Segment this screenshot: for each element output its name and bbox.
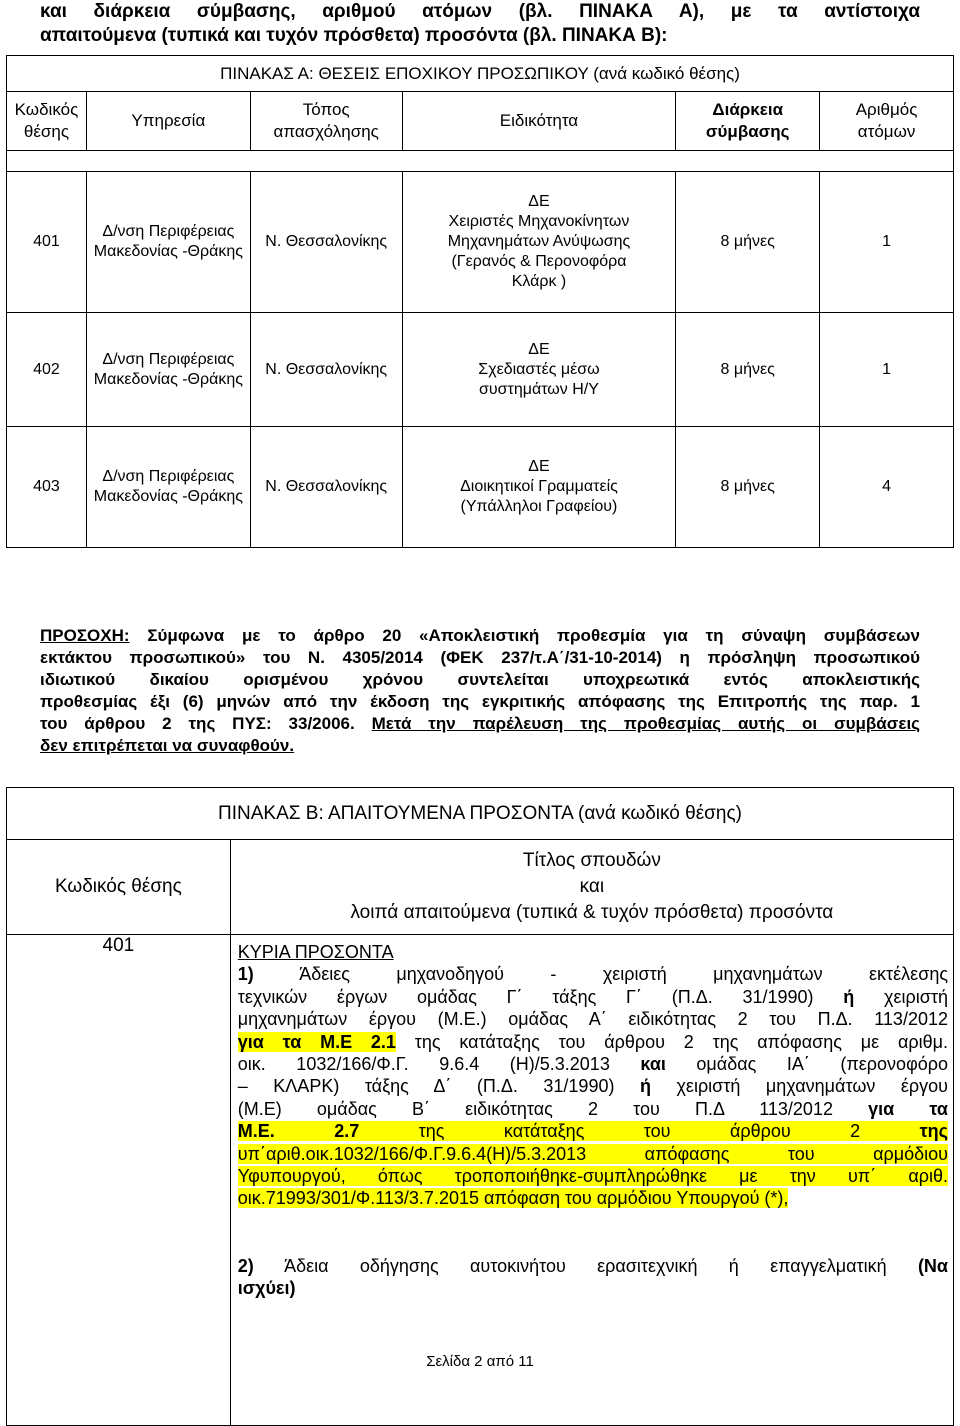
highlighted-text: Μ.Ε. 2.7 xyxy=(237,1121,360,1142)
row-location: Ν. Θεσσαλονίκης xyxy=(250,313,402,427)
row-duration: 8 μήνες xyxy=(676,427,820,548)
row-specialty: ΔΕ Σχεδιαστές μέσω συστημάτων Η/Υ xyxy=(402,313,676,427)
row-specialty: ΔΕ Διοικητικοί Γραμματείς (Υπάλληλοι Γραφείου) xyxy=(402,427,676,548)
row-count: 4 xyxy=(820,427,954,548)
row-duration: 8 μήνες xyxy=(676,172,820,313)
notice-text: ιδιωτικού δικαίου ορισμένου χρόνου συντελείται υποχρεωτικά εντός αποκλειστικής xyxy=(40,670,920,689)
header-service: Υπηρεσία xyxy=(86,92,250,151)
notice-warning: Μετά την παρέλευση της προθεσμίας αυτής οι συμβάσεις xyxy=(371,714,921,733)
highlighted-text: της xyxy=(919,1121,948,1142)
row-code: 401 xyxy=(7,935,231,1426)
row-specialty: ΔΕ Χειριστές Μηχανοκίνητων Μηχανημάτων Ανύψωσης (Γερανός & Περονοφόρα Κλάρκ ) xyxy=(402,172,676,313)
highlighted-text: υπ΄αριθ.οικ.1032/166/Φ.Γ.9.6.4(Η)/5.3.2013 απόφασης του αρμόδιου xyxy=(237,1143,948,1164)
main-qualifications-heading: ΚΥΡΙΑ ΠΡΟΣΟΝΤΑ xyxy=(237,942,394,962)
highlighted-text: οικ.71993/301/Φ.113/3.7.2015 απόφαση του αρμόδιου Υπουργού (*), xyxy=(237,1188,789,1209)
row-count: 1 xyxy=(820,172,954,313)
table-a-header-row xyxy=(7,92,954,151)
intro-line: απαιτούμενα (τυπικά και τυχόν πρόσθετα) προσόντα (βλ. ΠΙΝΑΚΑ Β): xyxy=(40,25,668,46)
header-qualifications: Τίτλος σπουδών και λοιπά απαιτούμενα (τυπικά & τυχόν πρόσθετα) προσόντα xyxy=(230,840,953,935)
notice-text: του άρθρου 2 της ΠΥΣ: 33/2006. xyxy=(40,714,372,733)
row-code: 403 xyxy=(7,427,87,548)
intro-paragraph xyxy=(40,0,920,48)
page-number: Σελίδα 2 από 11 xyxy=(426,1353,534,1370)
highlighted-text: για τα Μ.Ε 2.1 xyxy=(237,1031,396,1052)
header-code: Κωδικός θέσης xyxy=(7,840,231,935)
header-duration: Διάρκεια σύμβασης xyxy=(676,92,820,151)
positions-table xyxy=(6,55,954,548)
notice-paragraph xyxy=(40,625,920,757)
table-row xyxy=(7,935,954,1426)
header-location: Τόπος απασχόλησης xyxy=(250,92,402,151)
row-count: 1 xyxy=(820,313,954,427)
row-service: Δ/νση Περιφέρειας Μακεδονίας -Θράκης xyxy=(86,313,250,427)
intro-line: και διάρκεια σύμβασης, αριθμού ατόμων (βλ. ΠΙΝΑΚΑ Α), με τα αντίστοιχα xyxy=(40,1,920,22)
table-a-title: ΠΙΝΑΚΑΣ Α: ΘΕΣΕΙΣ ΕΠΟΧΙΚΟΥ ΠΡΟΣΩΠΙΚΟΥ (ανά κωδικό θέσης) xyxy=(7,56,954,92)
row-code: 401 xyxy=(7,172,87,313)
row-qualifications: ΚΥΡΙΑ ΠΡΟΣΟΝΤΑ 1) Άδειες μηχανοδηγού - χειριστή μηχανημάτων εκτέλεσης τεχνικών έργων ομάδας Γ΄ τάξης Γ΄ (Π.Δ. 31/1990) ή χειριστή μηχανημάτων έργου (Μ.Ε.) ομάδας Α΄ ειδικότητας 2 του Π.Δ. 113/2012 για τα Μ.Ε 2.1 της κατάταξης του άρθρου 2 της απόφασης με αριθμ. οικ. 1032/166/Φ.Γ. 9.6.4 (Η)/5.3.2013 και ομάδας ΙΑ΄ (περονοφόρο – ΚΛΑΡΚ) τάξης Δ΄ (Π.Δ. 31/1990) ή χειριστή μηχανημάτων έργου (Μ.Ε) ομάδας Β΄ ειδικότητας 2 του Π.Δ 113/2012 για τα Μ.Ε. 2.7 της κατάταξης του άρθρου 2 της υπ΄αριθ.οικ.1032/166/Φ.Γ.9.6.4(Η)/5.3.2013 απόφασης του αρμόδιου Υφυπουργού, όπως τροποποιήθηκε-συμπληρώθηκε με την υπ΄ αριθ. οικ.71993/301/Φ.113/3.7.2015 απόφαση του αρμόδιου Υπουργού (*), 2) Άδεια οδήγησης αυτοκινήτου ερασιτεχνική ή επαγγελματική (Να ισχύει) xyxy=(230,935,953,1426)
notice-text: Σύμφωνα με το άρθρο 20 «Αποκλειστική προθεσμία για τη σύναψη συμβάσεων xyxy=(129,626,920,645)
header-code: Κωδικός θέσης xyxy=(7,92,87,151)
row-code: 402 xyxy=(7,313,87,427)
table-row xyxy=(7,313,954,427)
row-duration: 8 μήνες xyxy=(676,313,820,427)
notice-label: ΠΡΟΣΟΧΗ: xyxy=(40,626,130,645)
row-location: Ν. Θεσσαλονίκης xyxy=(250,172,402,313)
header-count: Αριθμός ατόμων xyxy=(820,92,954,151)
table-spacer xyxy=(7,151,954,172)
table-b-title: ΠΙΝΑΚΑΣ Β: ΑΠΑΙΤΟΥΜΕΝΑ ΠΡΟΣΟΝΤΑ (ανά κωδικό θέσης) xyxy=(7,788,954,840)
row-service: Δ/νση Περιφέρειας Μακεδονίας -Θράκης xyxy=(86,172,250,313)
table-row xyxy=(7,427,954,548)
notice-text: εκτάκτου προσωπικού» του Ν. 4305/2014 (ΦΕΚ 237/τ.Α΄/31-10-2014) η πρόσληψη προσωπικού xyxy=(40,648,920,667)
row-location: Ν. Θεσσαλονίκης xyxy=(250,427,402,548)
notice-warning: δεν επιτρέπεται να συναφθούν. xyxy=(40,736,295,755)
row-service: Δ/νση Περιφέρειας Μακεδονίας -Θράκης xyxy=(86,427,250,548)
table-row xyxy=(7,172,954,313)
table-b-header-row xyxy=(7,840,954,935)
highlighted-text: Υφυπουργού, όπως τροποποιήθηκε-συμπληρώθηκε με την υπ΄ αριθ. xyxy=(237,1166,948,1187)
header-specialty: Ειδικότητα xyxy=(402,92,676,151)
notice-text: προθεσμίας έξι (6) μηνών από την έκδοση της εγκριτικής απόφασης της Επιτροπής της παρ. 1 xyxy=(40,692,920,711)
qualifications-table xyxy=(6,787,954,1426)
